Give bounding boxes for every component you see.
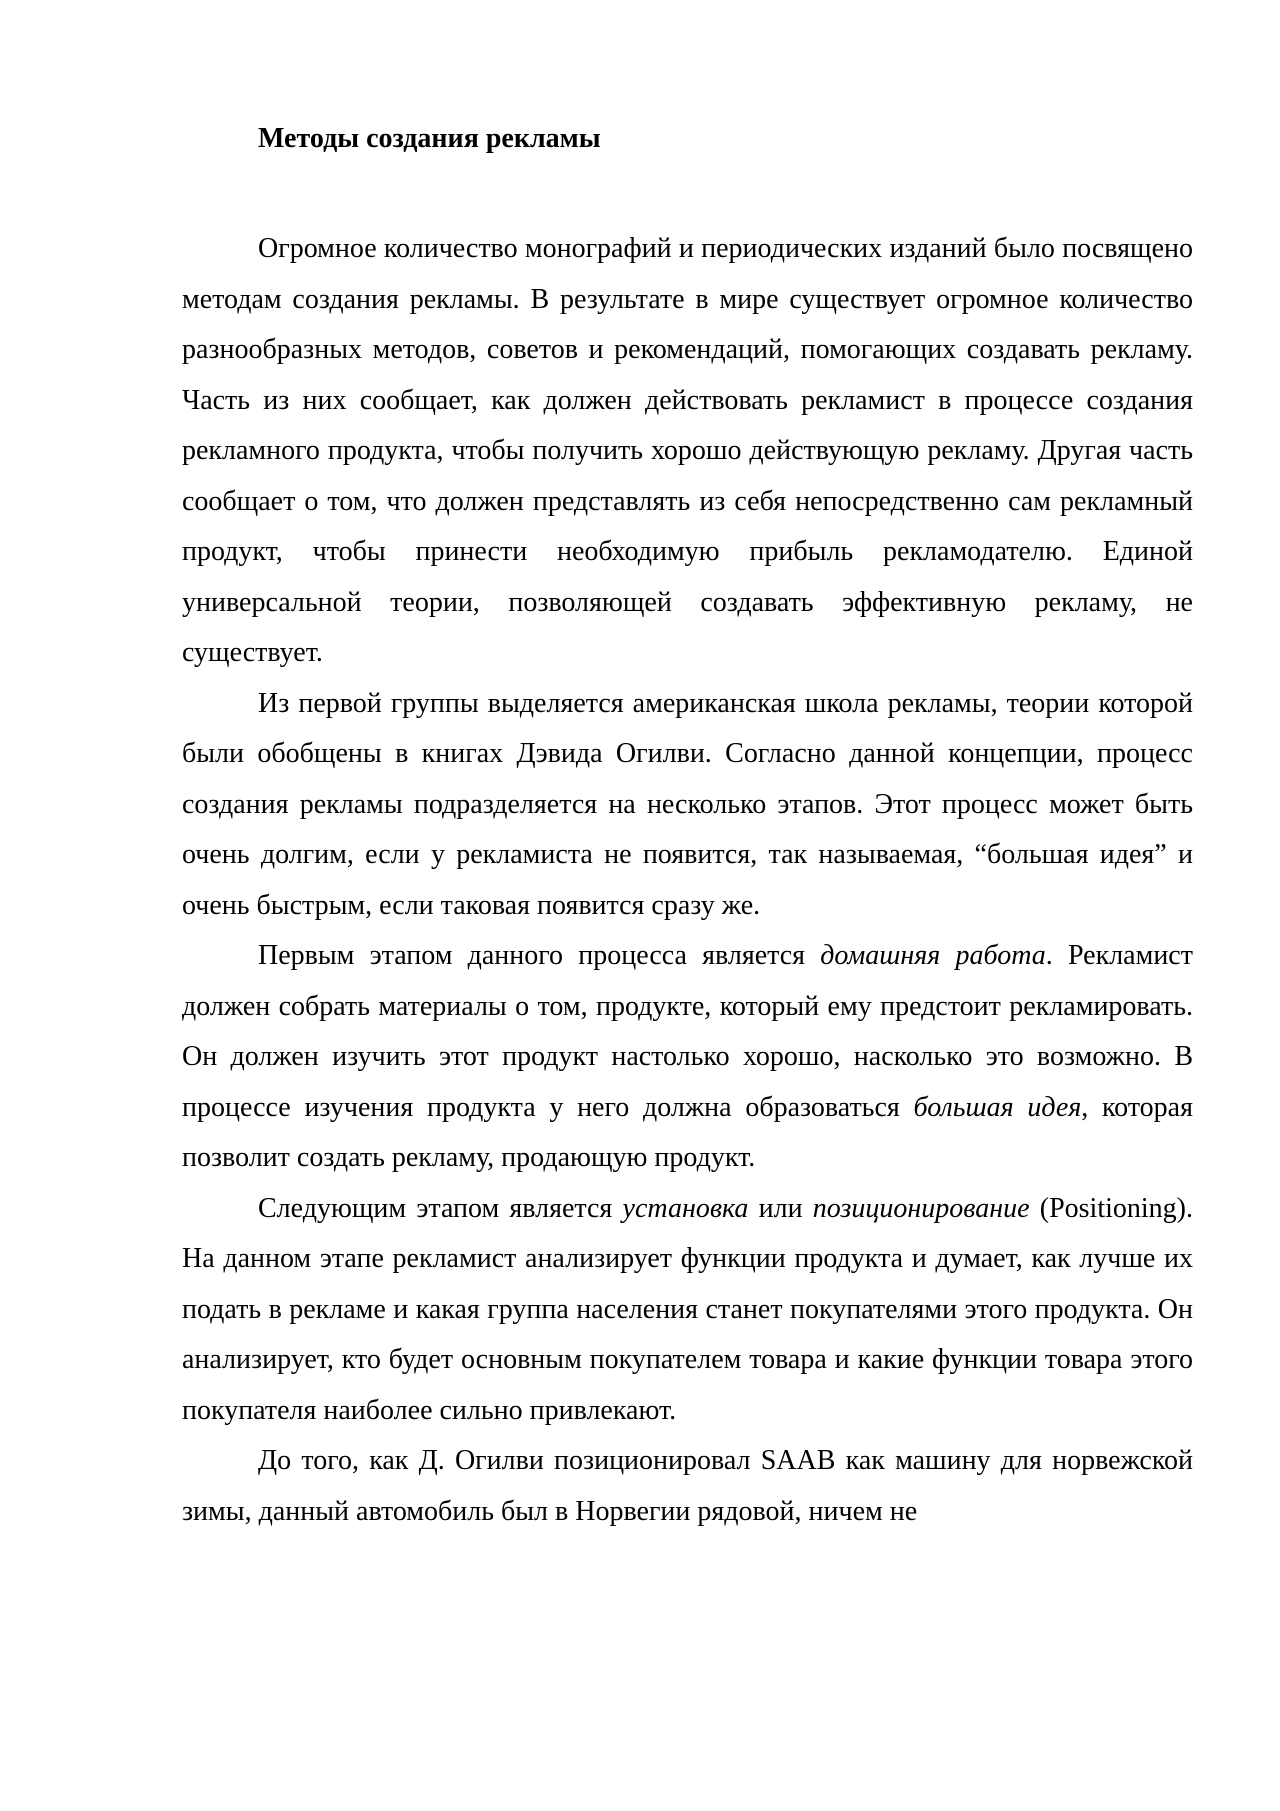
paragraph-text: До того, как Д. Огилви позиционировал SAAB как машину для норвежской зимы, данный автомобиль был в Норвегии рядовой, ничем не xyxy=(182,1445,1193,1527)
paragraph-text: или xyxy=(748,1192,813,1224)
paragraph-homework-stage xyxy=(182,931,1193,1184)
paragraph-text: Первым этапом данного процесса является xyxy=(258,940,821,971)
italic-term: большая идея xyxy=(913,1091,1082,1123)
paragraph-positioning-stage xyxy=(182,1184,1193,1437)
document-body xyxy=(182,224,1193,1537)
document-title: Методы создания рекламы xyxy=(258,123,601,154)
italic-term: позиционирование xyxy=(812,1192,1030,1224)
paragraph-text: Из первой группы выделяется американская школа рекламы, теории которой были обобщены в книгах Дэвида Огилви. Согласно данной концепции, процесс создания рекламы подразделяется на несколько этапов. Этот процесс может быть очень долгим, если у рекламиста не появится, так называемая, “большая идея” и очень быстрым, если таковая появится сразу же. xyxy=(182,687,1193,921)
paragraph-text: . Рекламист должен собрать материалы о том, продукте, который ему предстоит рекламировать. Он должен изучить этот продукт настолько хорошо, насколько это возможно. В процессе изучения продукта у него должна образоваться xyxy=(182,940,1193,1123)
paragraph-text: (Positioning). На данном этапе рекламист анализирует функции продукта и думает, как лучше их подать в рекламе и какая группа населения станет покупателями этого продукта. Он анализирует, кто будет основным покупателем товара и какие функции товара этого покупателя наиболее сильно привлекают. xyxy=(182,1192,1193,1426)
italic-term: домашняя работа xyxy=(820,940,1046,971)
paragraph-saab-example xyxy=(182,1436,1193,1537)
paragraph-text: Огромное количество монографий и периодических изданий было посвящено методам создания рекламы. В результате в мире существует огромное количество разнообразных методов, советов и рекомендаций, помогающих создавать рекламу. Часть из них сообщает, как должен действовать рекламист в процессе создания рекламного продукта, чтобы получить хорошо действующую рекламу. Другая часть сообщает о том, что должен представлять из себя непосредственно сам рекламный продукт, чтобы принести необходимую прибыль рекламодателю. Единой универсальной теории, позволяющей создавать эффективную рекламу, не существует. xyxy=(182,233,1193,668)
paragraph-american-school xyxy=(182,679,1193,932)
paragraph-text: Следующим этапом является xyxy=(258,1192,623,1224)
paragraph-text: , которая позволит создать рекламу, продающую продукт. xyxy=(182,1091,1193,1173)
paragraph-intro xyxy=(182,224,1193,679)
italic-term: установка xyxy=(622,1192,749,1224)
